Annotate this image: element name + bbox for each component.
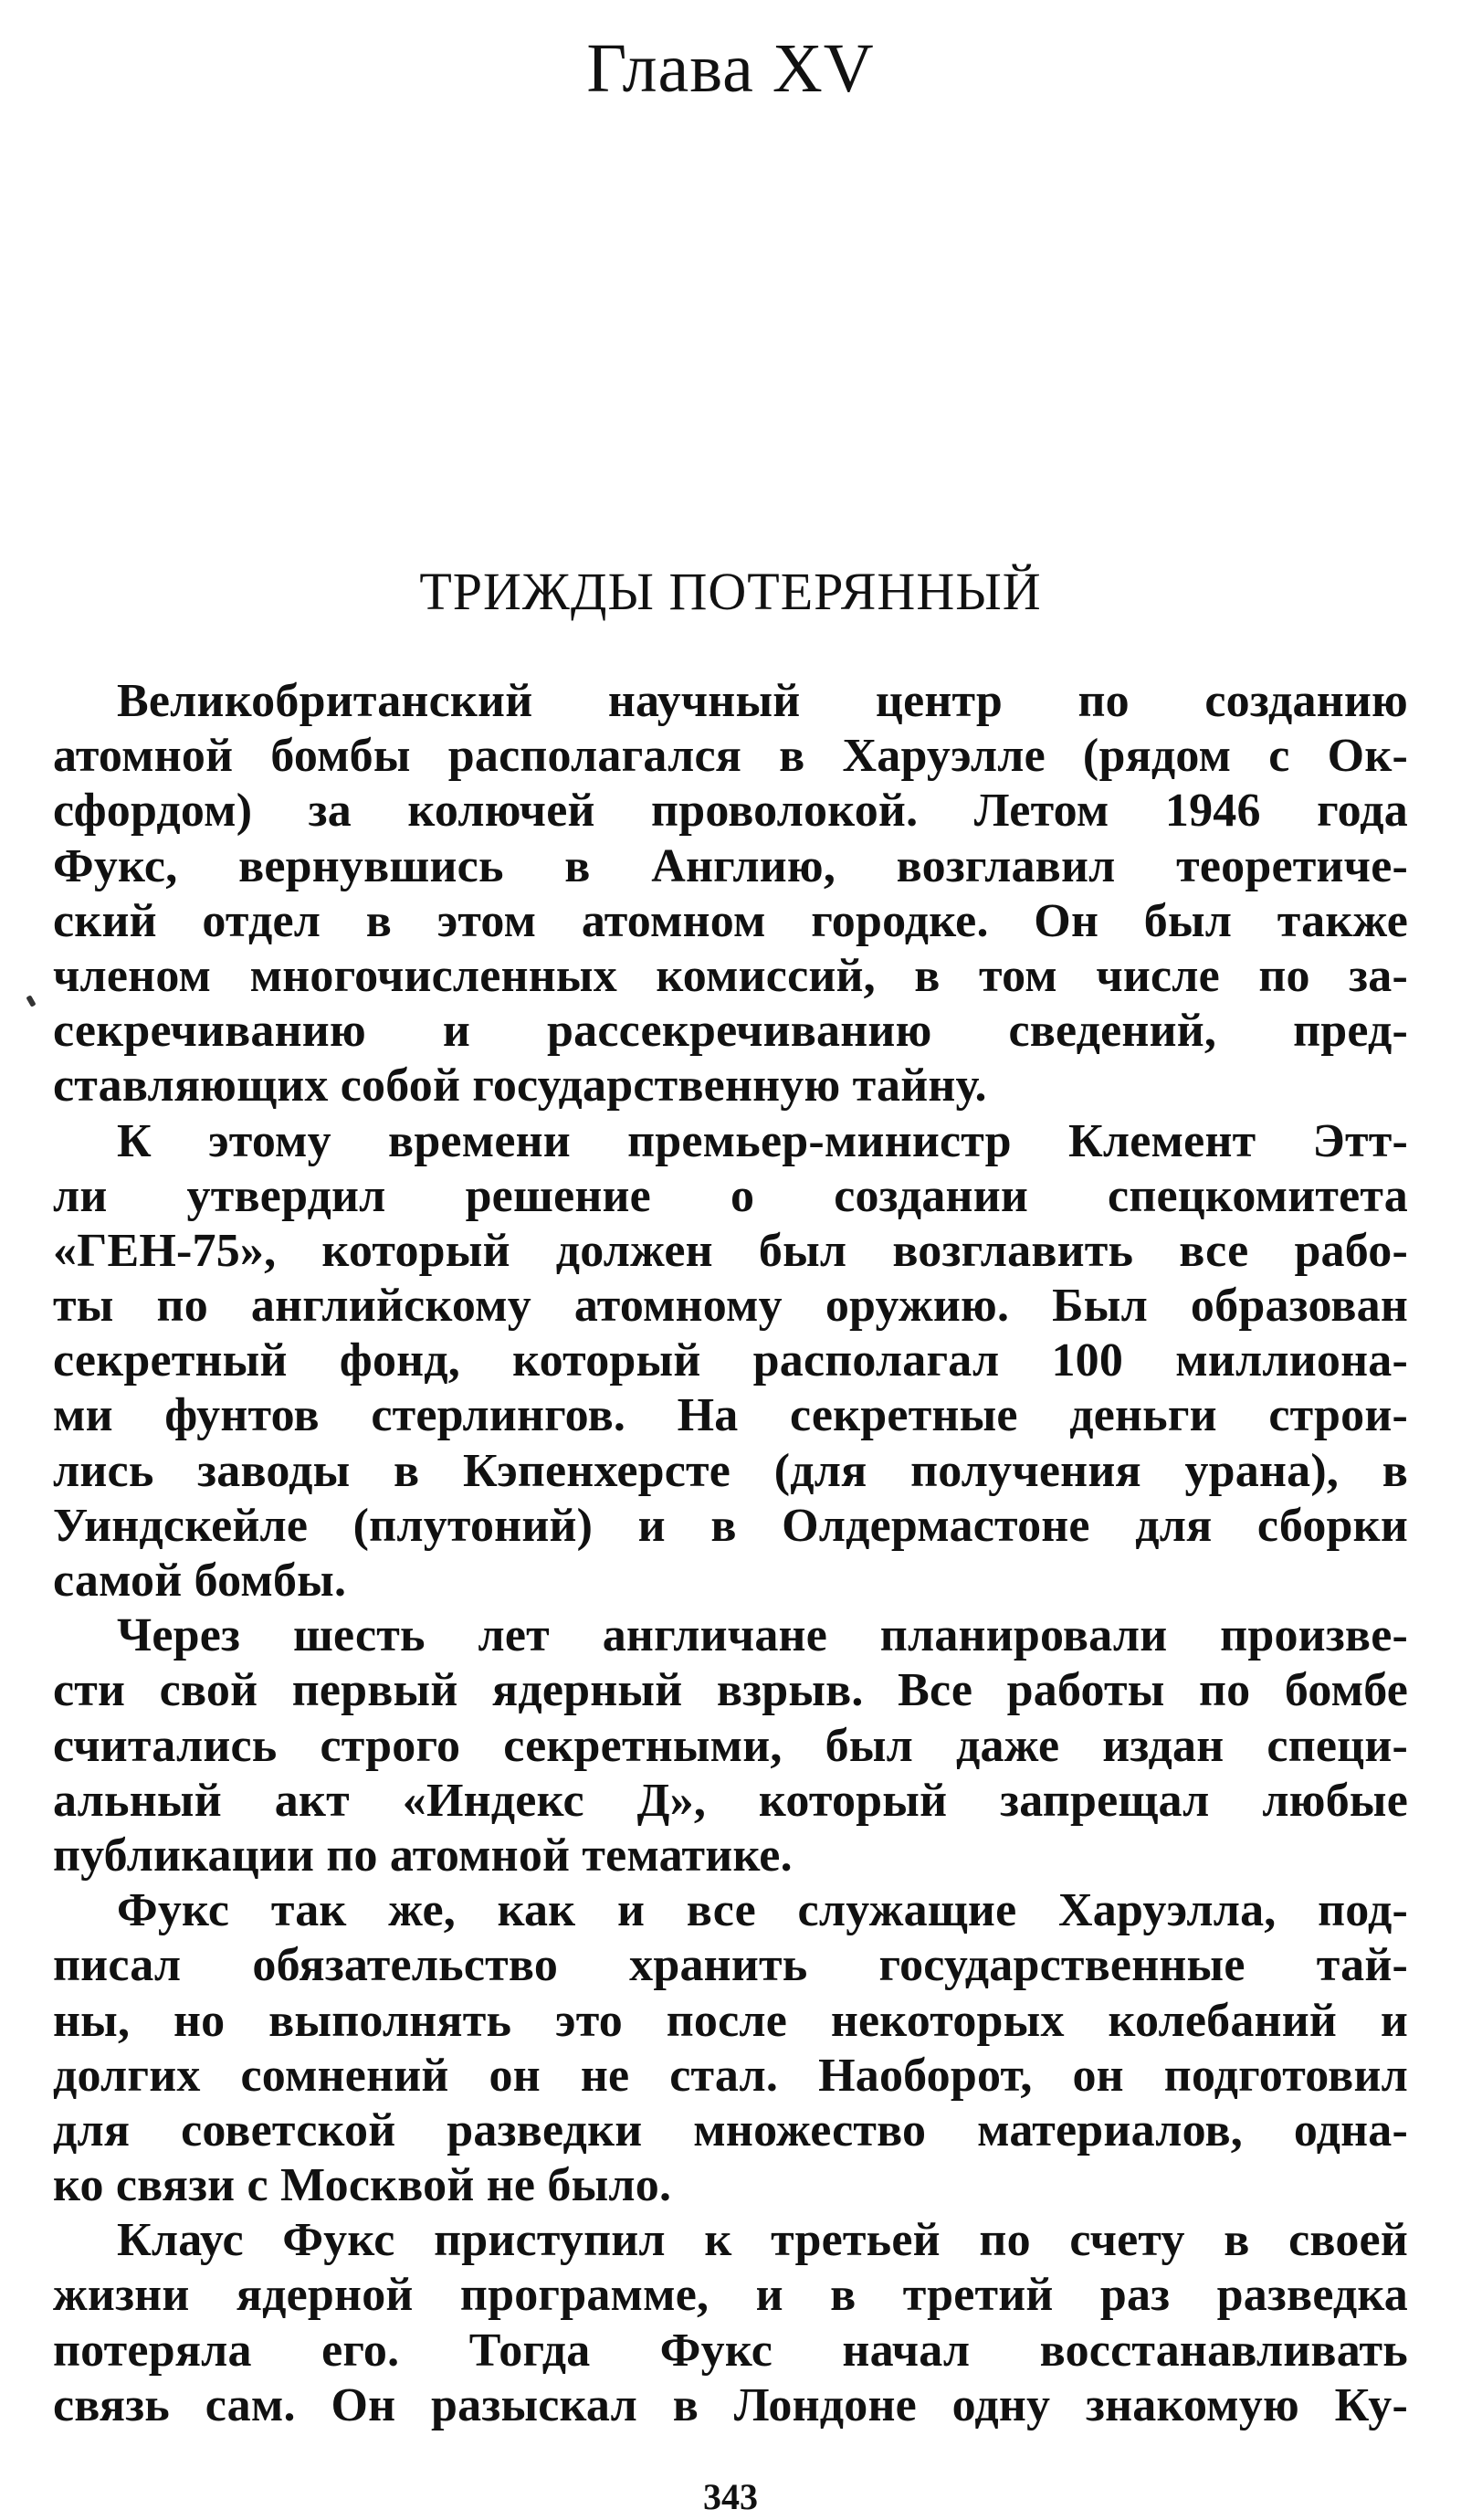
- text-line: публикации по атомной тематике.: [53, 1829, 793, 1882]
- text-line: лись заводы в Кэпенхерсте (для получения урана), в: [53, 1444, 1408, 1497]
- text-line: сти свой первый ядерный взрыв. Все работы по бомбе: [53, 1664, 1408, 1717]
- text-line: «ГЕН-75», который должен был возглавить все рабо-: [53, 1224, 1408, 1277]
- text-line: Уиндскейле (плутоний) и в Олдермастоне для сборки: [53, 1499, 1408, 1552]
- text-line: жизни ядерной программе, и в третий раз разведка: [53, 2269, 1408, 2322]
- text-line: связь сам. Он разыскал в Лондоне одну знакомую Ку-: [53, 2378, 1408, 2431]
- text-line: Фукс так же, как и все служащие Харуэлла, под-: [117, 1884, 1408, 1937]
- text-line: атомной бомбы располагался в Харуэлле (рядом с Ок-: [53, 730, 1408, 783]
- text-line: Через шесть лет англичане планировали произве-: [117, 1609, 1408, 1662]
- text-line: ны, но выполнять это после некоторых колебаний и: [53, 1994, 1408, 2047]
- text-line: секречиванию и рассекречиванию сведений, пред-: [53, 1005, 1408, 1058]
- text-line: ты по английскому атомному оружию. Был образован: [53, 1280, 1408, 1333]
- page-number: 343: [703, 2476, 758, 2517]
- text-line: сфордом) за колючей проволокой. Летом 1946 года: [53, 785, 1408, 838]
- text-line: ставляющих собой государственную тайну.: [53, 1060, 987, 1112]
- text-line: потеряла его. Тогда Фукс начал восстанавливать: [53, 2324, 1408, 2377]
- text-line: для советской разведки множество материалов, одна-: [53, 2104, 1408, 2156]
- text-line: К этому времени премьер-министр Клемент Этт-: [117, 1114, 1408, 1167]
- text-line: Фукс, вернувшись в Англию, возглавил теоретиче-: [53, 839, 1408, 892]
- text-line: секретный фонд, который располагал 100 миллиона-: [53, 1334, 1408, 1387]
- text-line: ли утвердил решение о создании спецкомитета: [53, 1169, 1408, 1222]
- text-line: ский отдел в этом атомном городке. Он был также: [53, 894, 1408, 947]
- text-line: членом многочисленных комиссий, в том числе по за-: [53, 949, 1408, 1002]
- body-text: [53, 674, 1408, 2433]
- text-line: считались строго секретными, был даже издан специ-: [53, 1719, 1408, 1772]
- scan-speck-mark: [26, 995, 36, 1007]
- text-line: долгих сомнений он не стал. Наоборот, он подготовил: [53, 2049, 1408, 2102]
- text-line: Клаус Фукс приступил к третьей по счету в своей: [117, 2214, 1408, 2267]
- text-line: писал обязательство хранить государственные тай-: [53, 1939, 1408, 1992]
- text-line: ко связи с Москвой не было.: [53, 2159, 672, 2212]
- text-line: ми фунтов стерлингов. На секретные деньги строи-: [53, 1389, 1408, 1442]
- text-line: альный акт «Индекс Д», который запрещал любые: [53, 1774, 1408, 1827]
- text-line: Великобританский научный центр по созданию: [117, 675, 1408, 727]
- text-line: самой бомбы.: [53, 1555, 347, 1607]
- section-title: ТРИЖДЫ ПОТЕРЯННЫЙ: [419, 562, 1042, 621]
- chapter-heading: Глава XV: [586, 30, 875, 107]
